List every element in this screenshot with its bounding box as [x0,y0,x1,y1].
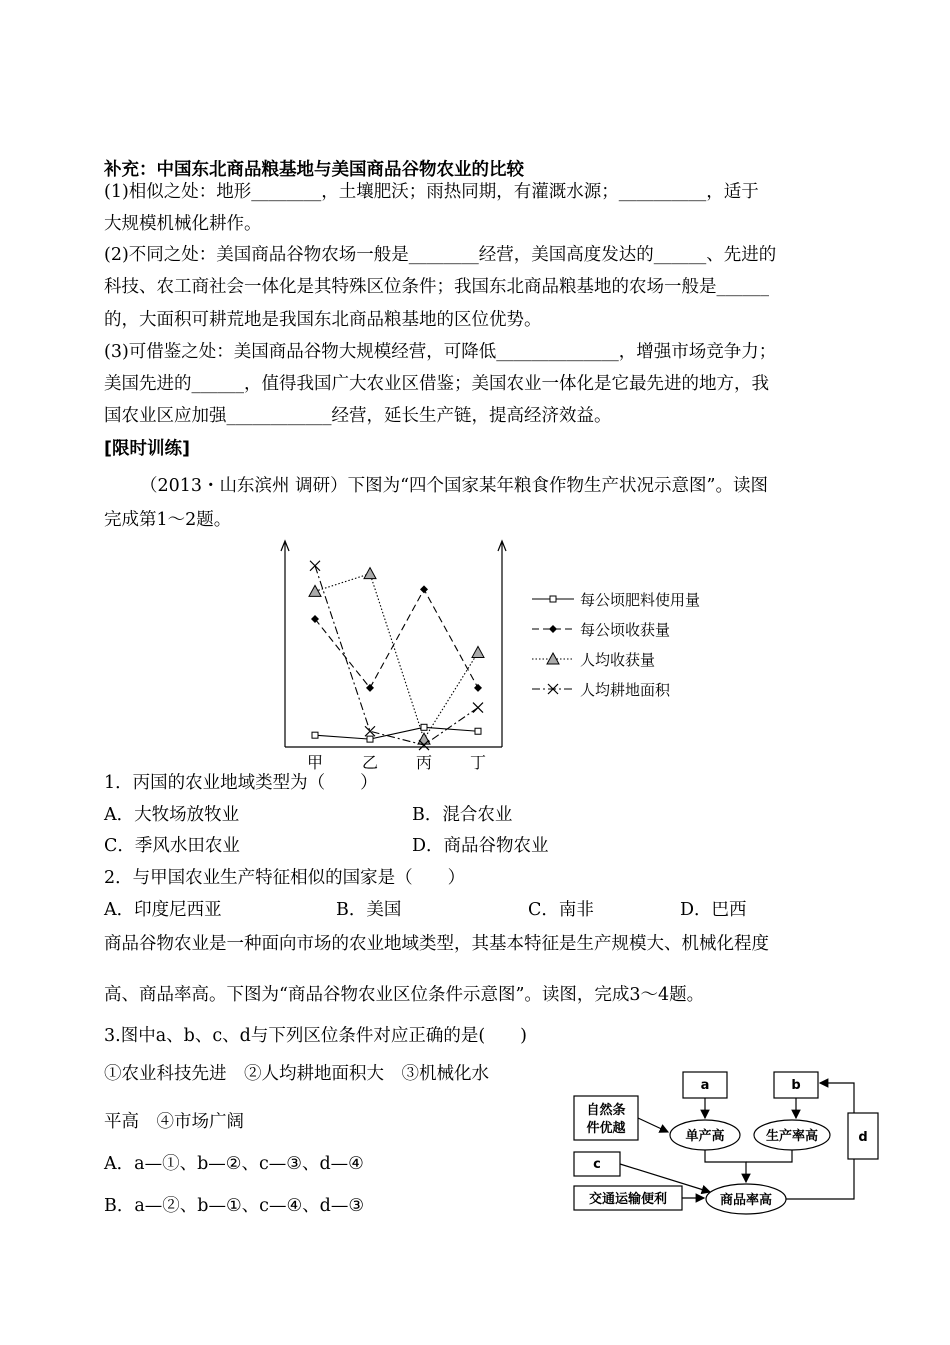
point-harvest-per-capita-1 [309,585,321,596]
point-yield-per-hectare-4 [474,684,482,692]
tick-label-4: 丁 [469,753,487,772]
point-fertilizer-4 [475,728,481,734]
series-fertilizer [312,724,481,742]
natural-label-2: 件优越 [586,1121,626,1136]
supplement-line-3: (2)不同之处：美国商品谷物农场一般是________经营，美国高度发达的______、先进的 [104,245,777,265]
supplement-line-8: 国农业区应加强____________经营，延长生产链，提高经济效益。 [104,406,612,426]
point-harvest-per-capita-2 [364,568,376,579]
box-a-label: a [700,1078,710,1093]
legend-label-harvest-per-capita: 人均收获量 [580,651,656,669]
series-harvest-per-capita [309,568,484,744]
transport-label: 交通运输便利 [588,1192,668,1207]
supplement-title: 补充：中国东北商品粮基地与美国商品谷物农业的比较 [104,160,524,180]
supplement-line-5: 的，大面积可耕荒地是我国东北商品粮基地的区位优势。 [104,310,542,330]
high-yield-label: 单产高 [685,1129,725,1144]
passage-line-2: 高、商品率高。下图为“商品谷物农业区位条件示意图”。读图，完成3～4题。 [104,985,705,1005]
commodity-rate-label: 商品率高 [719,1193,773,1208]
legend-marker-yield-per-hectare [549,625,557,633]
point-yield-per-hectare-3 [420,585,428,593]
supplement-line-2: 大规模机械化耕作。 [104,214,262,234]
legend-item-yield-per-hectare [532,621,670,639]
training-intro-2: 完成第1～2题。 [104,510,232,530]
tick-label-2: 乙 [361,753,379,772]
training-heading: [限时训练] [104,439,190,459]
legend-label-farmland-per-capita: 人均耕地面积 [580,681,671,699]
supplement-line-1: (1)相似之处：地形________，土壤肥沃；雨热同期，有灌溉水源；__________，适于 [104,182,759,202]
q3-option-a[interactable]: A．a—①、b—②、c—③、d—④ [104,1154,364,1174]
legend-marker-fertilizer [550,596,556,602]
box-c-label: c [593,1157,601,1172]
box-d-label: d [858,1130,868,1145]
legend-label-fertilizer: 每公顷肥料使用量 [580,591,701,609]
point-yield-per-hectare-2 [366,684,374,692]
series-line-fertilizer [315,727,478,739]
q3-conditions-2: 平高 ④市场广阔 [104,1112,244,1132]
point-fertilizer-1 [312,732,318,738]
point-farmland-per-capita-2 [365,726,375,736]
supplement-line-4: 科技、农工商社会一体化是其特殊区位条件；我国东北商品粮基地的农场一般是______ [104,277,769,297]
point-harvest-per-capita-4 [472,646,484,657]
productivity-label: 生产率高 [765,1129,819,1144]
grain-production-chart [270,535,750,775]
q2-option-a[interactable]: A．印度尼西亚 [104,900,222,920]
q3-stem: 3.图中a、b、c、d与下列区位条件对应正确的是( ) [104,1026,527,1046]
point-farmland-per-capita-4 [473,703,483,713]
legend-item-harvest-per-capita [532,651,655,669]
tick-label-3: 丙 [415,753,433,772]
q1-option-a[interactable]: A．大牧场放牧业 [104,805,240,825]
legend-item-farmland-per-capita [532,681,671,699]
point-farmland-per-capita-1 [310,561,320,571]
q1-option-b[interactable]: B．混合农业 [412,805,513,825]
point-fertilizer-3 [421,724,427,730]
location-conditions-diagram [570,1068,880,1218]
legend-item-fertilizer [532,591,700,609]
series-yield-per-hectare [311,585,482,692]
q2-option-d[interactable]: D．巴西 [680,900,747,920]
q3-option-b[interactable]: B．a—②、b—①、c—④、d—③ [104,1196,365,1216]
tick-label-1: 甲 [306,753,324,772]
passage-line-1: 商品谷物农业是一种面向市场的农业地域类型，其基本特征是生产规模大、机械化程度 [104,934,769,954]
q2-option-c[interactable]: C．南非 [528,900,594,920]
series-line-harvest-per-capita [315,574,478,739]
point-fertilizer-2 [367,736,373,742]
natural-label-1: 自然条 [586,1103,626,1118]
q1-stem: 1．丙国的农业地域类型为（ ） [104,773,378,793]
legend-label-yield-per-hectare: 每公顷收获量 [580,621,671,639]
box-b-label: b [791,1078,801,1093]
supplement-line-7: 美国先进的______，值得我国广大农业区借鉴；美国农业一体化是它最先进的地方，我 [104,374,769,394]
training-intro-1: （2013・山东滨州 调研）下图为“四个国家某年粮食作物生产状况示意图”。读图 [140,476,768,496]
q1-option-d[interactable]: D．商品谷物农业 [412,836,549,856]
q3-conditions-1: ①农业科技先进 ②人均耕地面积大 ③机械化水 [104,1064,489,1084]
supplement-line-6: (3)可借鉴之处：美国商品谷物大规模经营，可降低______________，增强市场竞争力； [104,342,777,362]
q1-option-c[interactable]: C．季风水田农业 [104,836,240,856]
q2-stem: 2．与甲国农业生产特征相似的国家是（ ） [104,868,466,888]
q2-option-b[interactable]: B．美国 [336,900,402,920]
